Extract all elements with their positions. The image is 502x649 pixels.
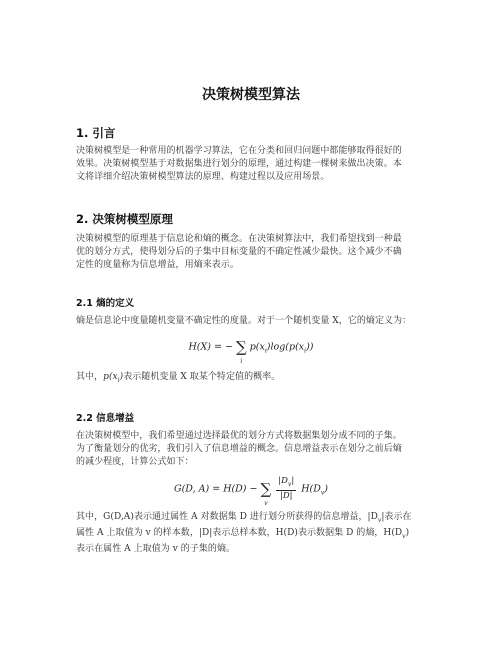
formula-body: p(x bbox=[249, 341, 265, 353]
paragraph-entropy bbox=[76, 315, 432, 328]
paragraph-line: 的减少程度，计算公式如下： bbox=[76, 457, 194, 467]
document-title: 决策树模型算法 bbox=[202, 87, 300, 103]
note-subscript: v bbox=[377, 517, 382, 524]
paragraph-line: 为了衡量划分的优劣，我们引入了信息增益的概念。信息增益表示在划分之前后熵 bbox=[76, 444, 402, 454]
formula-body: )log(p(x bbox=[266, 341, 305, 353]
note-variable: p(x bbox=[103, 372, 118, 382]
paragraph-line: 决策树模型是一种常用的机器学习算法，它在分类和回归问题中都能够取得很好的 bbox=[76, 146, 402, 156]
paragraph-intro bbox=[76, 145, 432, 184]
formula-rhs: H(D bbox=[301, 483, 321, 495]
fraction-numerator bbox=[276, 476, 296, 491]
paragraph-line: 效果。决策树模型基于对数据集进行划分的原理，通过构建一棵树来做出决策。本 bbox=[76, 159, 402, 169]
formula-rhs-end: ) bbox=[324, 483, 328, 495]
paragraph-line bbox=[76, 527, 432, 543]
numerator-end: | bbox=[291, 476, 295, 486]
formula-subscript: i bbox=[264, 347, 267, 355]
section-heading-intro: 1. 引言 bbox=[76, 126, 116, 140]
sum-symbol: ∑ i bbox=[235, 338, 247, 365]
entropy-formula bbox=[0, 338, 502, 365]
paragraph-line bbox=[76, 511, 432, 527]
note-variable-end: ) bbox=[119, 372, 124, 382]
numerator-subscript: v bbox=[287, 481, 292, 488]
paragraph-line: 决策树模型的原理基于信息论和熵的概念。在决策树算法中，我们希望找到一种最 bbox=[76, 234, 402, 244]
formula-subscript: v bbox=[320, 489, 325, 497]
paragraph-line: 表示在属性 A 上取值为 v 的子集的熵。 bbox=[76, 544, 236, 554]
paragraph-line: 定性的度量称为信息增益，用熵来表示。 bbox=[76, 260, 239, 270]
note-prefix: 其中， bbox=[76, 372, 104, 382]
formula-lhs: H(X) = − bbox=[188, 341, 233, 353]
paragraph-line: 熵是信息论中度量随机变量不确定性的度量。对于一个随机变量 X，它的熵定义为： bbox=[76, 316, 412, 326]
note-text: 属性 A 上取值为 v 的样本数，|D|表示总样本数，H(D)表示数据集 D 的熵，H(D bbox=[76, 528, 403, 538]
formula-body: )) bbox=[306, 341, 314, 353]
note-text: ) bbox=[405, 528, 410, 538]
numerator-text: |D bbox=[278, 476, 288, 486]
paragraph-entropy-note bbox=[76, 371, 432, 387]
formula-lhs: G(D, A) = H(D) − bbox=[174, 483, 258, 495]
sum-index: i bbox=[240, 358, 243, 365]
fraction bbox=[276, 476, 296, 502]
subsection-heading-entropy: 2.1 熵的定义 bbox=[76, 298, 135, 309]
paragraph-line: 在决策树模型中，我们希望通过选择最优的划分方式将数据集划分成不同的子集。 bbox=[76, 431, 402, 441]
paragraph-gain-note bbox=[76, 511, 432, 556]
note-subscript: v bbox=[402, 533, 406, 540]
subsection-heading-gain: 2.2 信息增益 bbox=[76, 413, 135, 424]
sum-symbol: ∑ v bbox=[260, 480, 272, 507]
note-text: 表示随机变量 X 取某个特定值的概率。 bbox=[123, 372, 281, 382]
fraction-denominator: |D| bbox=[279, 491, 293, 501]
paragraph-line bbox=[76, 371, 432, 387]
note-subscript: i bbox=[117, 377, 120, 384]
sum-index: v bbox=[264, 500, 268, 507]
paragraph-line: 文将详细介绍决策树模型算法的原理、构建过程以及应用场景。 bbox=[76, 172, 330, 182]
formula-subscript: i bbox=[304, 347, 307, 355]
paragraph-gain bbox=[76, 430, 432, 469]
note-text: 其中，G(D,A)表示通过属性 A 对数据集 D 进行划分所获得的信息增益，|D bbox=[76, 512, 378, 522]
section-heading-principle: 2. 决策树模型原理 bbox=[76, 212, 173, 226]
paragraph-principle bbox=[76, 233, 432, 272]
note-text: |表示在 bbox=[381, 512, 412, 522]
paragraph-line: 优的划分方式，使得划分后的子集中目标变量的不确定性减少最快。这个减少不确 bbox=[76, 247, 402, 257]
gain-formula bbox=[0, 476, 502, 507]
